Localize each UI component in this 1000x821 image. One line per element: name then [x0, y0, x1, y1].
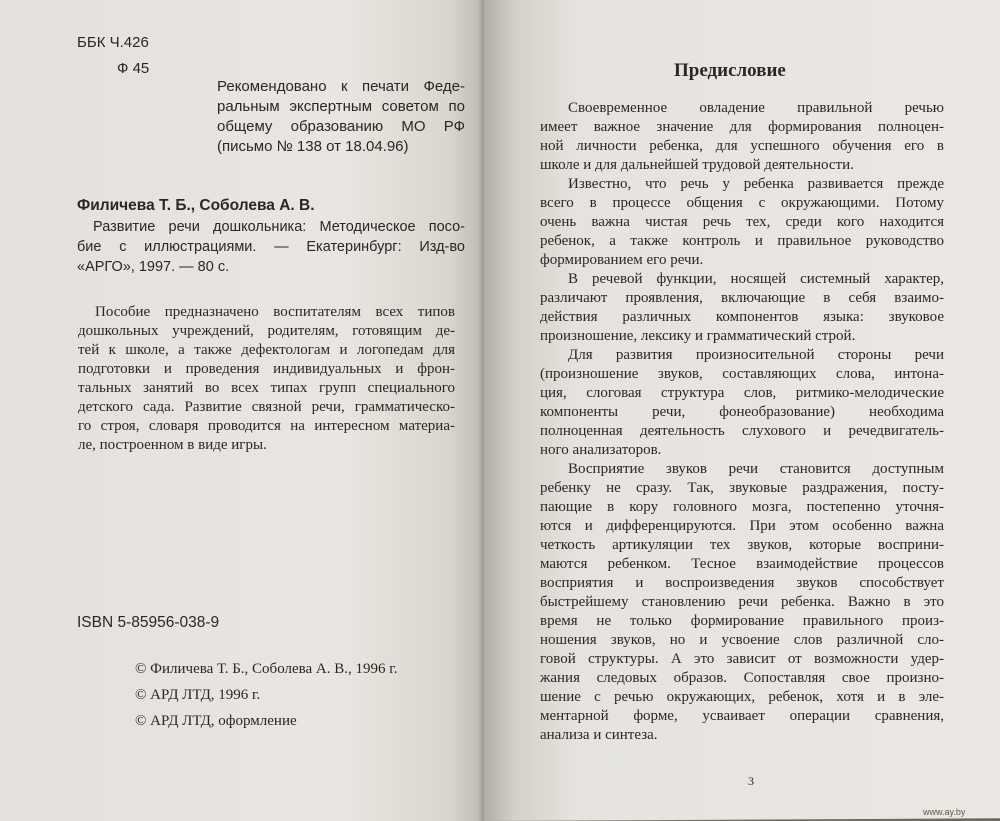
body-line: полноценная деятельность слухового и речедвигатель-	[540, 423, 944, 439]
annotation-line: подготовки и проведения индивидуальных и фрон-	[78, 361, 455, 377]
author-mark: Ф 45	[117, 60, 150, 77]
bibliography-line: Развитие речи дошкольника: Методическое посо-	[93, 219, 465, 235]
page-title: Предисловие	[674, 60, 786, 81]
body-line: различают проявления, включающие в себя взаимо-	[540, 290, 944, 306]
copyright-line: © АРД ЛТД, 1996 г.	[135, 687, 261, 703]
annotation-line: дошкольных учреждений, родителям, готовящим де-	[78, 323, 455, 339]
body-line: Для развития произносительной стороны речи	[568, 347, 944, 363]
body-line: ного анализаторов.	[540, 442, 662, 458]
body-line: восприятия и воспроизведения звуков способствует	[540, 575, 944, 591]
body-line: Своевременное овладение правильной речью	[568, 100, 944, 116]
body-line: школе и для дальнейшей трудовой деятельности.	[540, 157, 854, 173]
body-line: ребенок, а также контроль и правильное руководство	[540, 233, 944, 249]
isbn: ISBN 5-85956-038-9	[77, 614, 220, 631]
body-line: жания следовых образов. Сопоставляя свое произно-	[540, 670, 944, 686]
body-line: очень важна чистая речь тех, среди кого находится	[540, 214, 944, 230]
bbk-code: ББК Ч.426	[77, 34, 149, 51]
body-line: (произношение звуков, составляющих слова, интона-	[540, 366, 944, 382]
body-line: ной личности ребенка, для успешного обучения его в	[540, 138, 944, 154]
body-line: шение с речью окружающих, ребенок, хотя и в эле-	[540, 689, 944, 705]
body-line: говой структуры. А это зависит от возможности удер-	[540, 651, 944, 667]
body-line: четкость артикуляции тех звуков, которые восприни-	[540, 537, 944, 553]
annotation-line: тей к школе, а также дефектологам и логопедам для	[78, 342, 455, 358]
body-line: ребенку не сразу. Так, звуковые раздражения, посту-	[540, 480, 944, 496]
annotation-line: го строя, словаря проводится на интересном материа-	[78, 418, 455, 434]
bibliography-line: «АРГО», 1997. — 80 с.	[77, 259, 230, 275]
body-line: компоненты речи, фонеобразование) необходима	[540, 404, 944, 420]
body-line: В речевой функции, носящей системный характер,	[568, 271, 944, 287]
copyright-line: © АРД ЛТД, оформление	[135, 713, 297, 729]
body-line: ментарной форме, усваивает операции сравнения,	[540, 708, 944, 724]
body-line: Восприятие звуков речи становится доступным	[568, 461, 944, 477]
recommendation-line: общему образованию МО РФ	[217, 118, 465, 135]
annotation-line: ле, построенном в виде игры.	[78, 437, 267, 453]
copyright-line: © Филичева Т. Б., Соболева А. В., 1996 г.	[135, 661, 398, 677]
recommendation-line: Рекомендовано к печати Феде-	[217, 78, 465, 95]
body-line: всего в процессе общения с окружающими. Потому	[540, 195, 944, 211]
body-line: действия различных компонентов языка: звуковое	[540, 309, 944, 325]
body-line: быстрейшему становлению речи ребенка. Важно в это	[540, 594, 944, 610]
body-line: пающие в кору головного мозга, постепенно уточня-	[540, 499, 944, 515]
recommendation-line: ральным экспертным советом по	[217, 98, 465, 115]
body-line: имеет важное значение для формирования полноцен-	[540, 119, 944, 135]
body-line: формированием его речи.	[540, 252, 704, 268]
annotation-line: Пособие предназначено воспитателям всех типов	[95, 304, 455, 320]
body-line: ция, слоговая структура слов, ритмико-мелодические	[540, 385, 944, 401]
annotation-line: детского сада. Развитие связной речи, грамматическо-	[78, 399, 455, 415]
left-page	[0, 0, 488, 821]
watermark: www.ay.by	[923, 807, 966, 817]
body-line: анализа и синтеза.	[540, 727, 658, 743]
body-line: Известно, что речь у ребенка развивается прежде	[568, 176, 944, 192]
authors: Филичева Т. Б., Соболева А. В.	[77, 197, 315, 214]
recommendation-line: (письмо № 138 от 18.04.96)	[217, 138, 409, 155]
body-line: ношения звуков, но и усвоение слов различной сло-	[540, 632, 944, 648]
body-line: ются и дифференцируются. При этом особенно важна	[540, 518, 944, 534]
body-line: маются ребенком. Тесное взаимодействие процессов	[540, 556, 944, 572]
annotation-line: тальных занятий во всех типах групп специального	[78, 380, 455, 396]
body-line: произношение, лексику и грамматический строй.	[540, 328, 856, 344]
bibliography-line: бие с иллюстрациями. — Екатеринбург: Изд-во	[77, 239, 465, 255]
page-number: 3	[748, 774, 754, 788]
body-line: время не только формирование правильного произ-	[540, 613, 944, 629]
